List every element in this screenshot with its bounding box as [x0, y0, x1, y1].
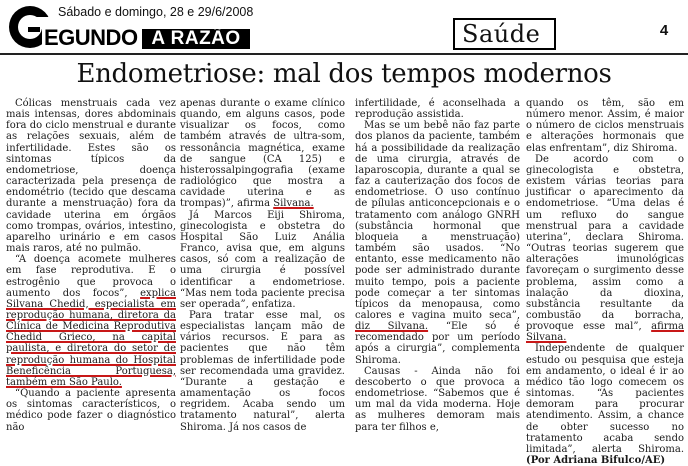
- article-column-3: [355, 98, 520, 433]
- paragraph: Para tratar esse mal, os especialistas lançam mão de vários recursos. E para as pacientes que não têm problemas de infertilidade pode ser recomendada uma gravidez. “Durante a gestação e amamentação os focos regridem. Acaba sendo um tratamento natural”, alerta Shiroma. Já nos casos de: [180, 309, 345, 433]
- logo-word-segundo: EGUNDO: [44, 25, 138, 50]
- paragraph: [355, 120, 520, 365]
- highlighted-text: afirma Silvana.: [526, 321, 684, 344]
- paragraph: [526, 343, 684, 466]
- paragraph: [6, 254, 176, 388]
- quote-text: “A doença acomete mulheres em fase reprodutiva. E o estrogênio que provoca o aumento dos focos”,: [6, 254, 176, 299]
- highlighted-text: diz Silvana.: [355, 321, 429, 333]
- paragraph: [180, 98, 345, 210]
- page-number: 4: [659, 22, 669, 39]
- article-column-1: [6, 98, 176, 433]
- author-byline: (Por Adriana Bifulco/AE): [526, 455, 666, 466]
- section-title: Saúde: [453, 18, 556, 50]
- paragraph: infertilidade, é aconselhada a reprodução assistida.: [355, 98, 520, 121]
- logo-word-a-razao: A RAZÃO: [142, 29, 250, 49]
- masthead: [0, 0, 688, 54]
- paragraph: Causas - Ainda não foi descoberto o que provoca a endometriose. “Sabemos que é um mal da vida moderna. Hoje as mulheres demoram mais para ter filhos e,: [355, 365, 520, 433]
- paragraph-text: Mas se um bebê não faz parte dos planos da paciente, também há a possibilidade da realização de uma cirurgia, através de laparoscopia, durante a qual se faz a cauterização dos focos de endometriose. O uso contínuo de pílulas anticoncepcionais e o tratamento com análogo GNRH (substância hormonal que bloqueia a menstruação) também são usados. “No entanto, esse medicamento não pode ser administrado durante muito tempo, pois a paciente pode começar a ter sintomas típicos da menopausa, como calores e vagina muito seca”,: [355, 120, 520, 321]
- paragraph: Já Marcos Eiji Shiroma, ginecologista e obstetra do Hospital São Luiz Anália Franco, avisa que, em alguns casos, só com a realização de uma cirurgia é possível identificar a endometriose. “Mas nem toda paciente precisa ser operada”, enfatiza.: [180, 209, 345, 310]
- highlighted-text: explica Silvana Chedid, especialista em reprodução humana, diretora da Clínica de Medicina Reprodutiva Chedid Grieco, na capital paulista, e diretora do setor de reprodução humana do Hospital Beneficência Portuguesa, também em São Paulo.: [6, 287, 176, 388]
- paragraph: Cólicas menstruais cada vez mais intensas, dores abdominais fora do ciclo menstrual e durante as relações sexuais, além de infertilidade. Estes são os sintomas típicos da endometriose, doença caracterizada pela presença de endométrio (tecido que descama durante a menstruação) fora da cavidade uterina em órgãos como trompas, ovários, intestino, aparelho urinário e em casos mais raros, até no pulmão.: [6, 98, 176, 255]
- paragraph-text: Independente de qualquer estudo ou pesquisa que esteja em andamento, o ideal é ir ao médico tão logo comecem os sintomas. “As pacientes demoram para procurar atendimento. Assim, a chance de obter sucesso no tratamento acaba sendo limitada”, alerta Shiroma.: [526, 343, 684, 455]
- article-headline: Endometriose: mal dos tempos modernos: [76, 59, 612, 89]
- header-divider: [0, 53, 688, 55]
- article-column-2: [180, 98, 345, 433]
- paragraph-text: De acordo com o ginecologista e obstetra, existem várias teorias para justificar o aparecimento da endometriose. “Uma delas é um refluxo do sangue menstrual para a cavidade uterina”, declara Shiroma. “Outras teorias sugerem que alterações imunológicas favoreçam o surgimento desse problema, assim como a inalação da dioxina, substância resultante da combustão da borracha, provoque esse mal”,: [526, 153, 684, 333]
- paragraph: [526, 154, 684, 344]
- paragraph-text: “Ele só é recomendado por um período após a cirurgia”, complementa Shiroma.: [355, 321, 520, 366]
- article-column-4: [526, 98, 684, 466]
- edition-date: Sábado e domingo, 28 e 29/6/2008: [58, 5, 254, 19]
- paragraph: quando os têm, são em número menor. Assim, é maior o número de ciclos menstruais e alterações hormonais que elas enfrentam”, diz Shiroma.: [526, 98, 684, 154]
- paragraph: “Quando a paciente apresenta os sintomas característicos, o médico pode fazer o diagnóstico não: [6, 388, 176, 433]
- highlighted-text: Silvana.: [273, 198, 314, 210]
- paragraph-text: apenas durante o exame clínico quando, em alguns casos, pode visualizar os focos, como também através de ultra-som, ressonância magnética, exame de sangue (CA 125) e histerossalpingografia (exame radiológico que mostra a cavidade uterina e as trompas)”, afirma: [180, 98, 345, 210]
